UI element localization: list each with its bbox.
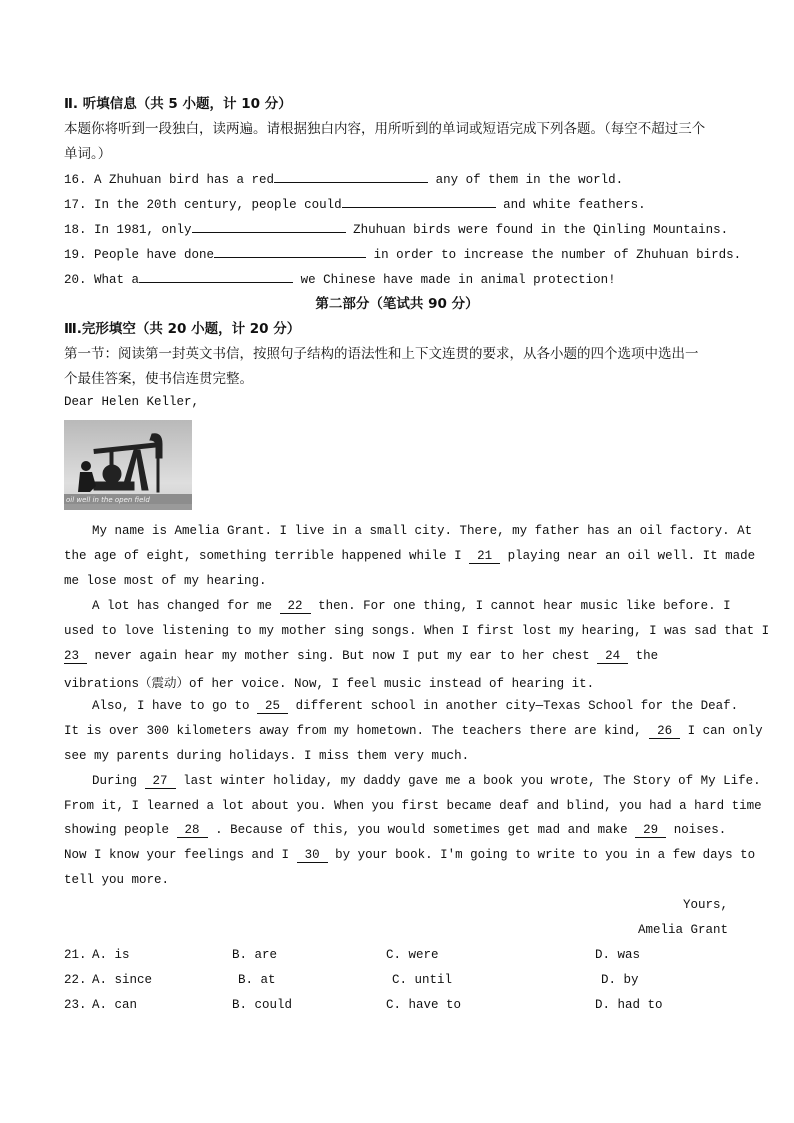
item-number: 18. — [64, 223, 87, 237]
letter-p1-line1: My name is Amelia Grant. I live in a small city. There, my father has an oil factory. At — [92, 524, 753, 538]
text-segment: During — [92, 774, 138, 788]
answer-blank-20[interactable] — [139, 270, 293, 283]
part2-title: 第二部分（笔试共 90 分） — [315, 296, 479, 312]
item-text-after: and white feathers. — [503, 198, 646, 212]
letter-p3-line2 — [64, 724, 763, 739]
option-a[interactable]: A. since — [92, 973, 153, 987]
text-segment: A lot has changed for me — [92, 599, 273, 613]
cloze-blank-27[interactable]: 27 — [145, 774, 176, 789]
option-number: 22. — [64, 973, 87, 987]
listening-item-20 — [64, 270, 616, 287]
answer-blank-16[interactable] — [274, 170, 428, 183]
option-a[interactable]: A. is — [92, 948, 130, 962]
text-segment: Now I know your feelings and I — [64, 848, 290, 862]
option-number: 21. — [64, 948, 87, 962]
option-d[interactable]: D. by — [601, 973, 639, 987]
cloze-blank-26[interactable]: 26 — [649, 724, 680, 739]
cloze-blank-28[interactable]: 28 — [177, 823, 208, 838]
option-d[interactable]: D. was — [595, 948, 641, 962]
letter-p3-line3: see my parents during holidays. I miss them very much. — [64, 749, 470, 763]
letter-p4-line1 — [92, 774, 761, 789]
section3-heading: Ⅲ.完形填空（共 20 小题，计 20 分） — [64, 321, 301, 337]
cloze-blank-25[interactable]: 25 — [257, 699, 288, 714]
letter-p1-line3: me lose most of my hearing. — [64, 574, 267, 588]
photo-caption: oil well in the open field — [66, 496, 150, 504]
item-number: 17. — [64, 198, 87, 212]
cloze-blank-22[interactable]: 22 — [280, 599, 311, 614]
option-b[interactable]: B. are — [232, 948, 278, 962]
item-text-before: What a — [94, 273, 140, 287]
letter-signature: Amelia Grant — [637, 923, 728, 937]
text-segment: the age of eight, something terrible happened while I — [64, 549, 462, 563]
text-segment: never again hear my mother sing. But now I put my ear to her chest — [94, 649, 590, 663]
item-text-before: In the 20th century, people could — [94, 198, 342, 212]
letter-p2-line2: used to love listening to my mother sing songs. When I first lost my hearing, I was sad that I — [64, 624, 770, 638]
option-c[interactable]: C. until — [392, 973, 453, 987]
text-segment: Also, I have to go to — [92, 699, 250, 713]
cloze-blank-23[interactable]: 23 — [64, 649, 87, 664]
options-row-23 — [64, 998, 744, 1020]
option-c[interactable]: C. have to — [386, 998, 462, 1012]
text-segment: then. For one thing, I cannot hear music like before. I — [318, 599, 731, 613]
section2-instruction-cont: 单词。） — [64, 146, 112, 162]
listening-item-19 — [64, 245, 741, 262]
letter-salutation: Dear Helen Keller, — [64, 395, 200, 409]
letter-p4-line3 — [64, 823, 726, 838]
cloze-blank-21[interactable]: 21 — [469, 549, 500, 564]
item-number: 20. — [64, 273, 87, 287]
section3-instruction-cont: 个最佳答案，使书信连贯完整。 — [64, 371, 253, 387]
text-segment: the — [635, 649, 659, 663]
item-text-after: any of them in the world. — [435, 173, 624, 187]
option-c[interactable]: C. were — [386, 948, 439, 962]
text-segment: last winter holiday, my daddy gave me a book you wrote, The Story of My Life. — [183, 774, 761, 788]
letter-p1-line2 — [64, 549, 755, 564]
letter-p4-line5: tell you more. — [64, 873, 170, 887]
item-text-after: Zhuhuan birds were found in the Qinling Mountains. — [353, 223, 729, 237]
option-number: 23. — [64, 998, 87, 1012]
text-segment: It is over 300 kilometers away from my hometown. The teachers there are kind, — [64, 724, 642, 738]
item-text-before: People have done — [94, 248, 215, 262]
listening-item-18 — [64, 220, 728, 237]
answer-blank-19[interactable] — [214, 245, 366, 258]
oil-well-photo — [64, 420, 192, 510]
answer-blank-18[interactable] — [192, 220, 346, 233]
letter-p4-line4 — [64, 848, 755, 863]
listening-item-16 — [64, 170, 623, 187]
letter-p2-line1 — [92, 599, 731, 614]
text-segment: noises. — [673, 823, 727, 837]
item-number: 16. — [64, 173, 87, 187]
text-segment: by your book. I'm going to write to you in a few days to — [335, 848, 756, 862]
letter-p2-line4: vibrations（震动）of her voice. Now, I feel music instead of hearing it. — [64, 677, 595, 691]
cloze-blank-24[interactable]: 24 — [597, 649, 628, 664]
options-row-22 — [64, 973, 744, 995]
letter-closing: Yours, — [682, 898, 728, 912]
text-segment: I can only — [687, 724, 763, 738]
options-row-21 — [64, 948, 744, 970]
listening-item-17 — [64, 195, 646, 212]
text-segment: . Because of this, you would sometimes get mad and make — [215, 823, 628, 837]
option-b[interactable]: B. at — [238, 973, 276, 987]
item-text-before: In 1981, only — [94, 223, 192, 237]
item-number: 19. — [64, 248, 87, 262]
letter-p4-line2: From it, I learned a lot about you. When you first became deaf and blind, you had a hard time — [64, 799, 762, 813]
text-segment: different school in another city—Texas School for the Deaf. — [295, 699, 739, 713]
item-text-before: A Zhuhuan bird has a red — [94, 173, 275, 187]
option-d[interactable]: D. had to — [595, 998, 663, 1012]
option-a[interactable]: A. can — [92, 998, 138, 1012]
option-b[interactable]: B. could — [232, 998, 293, 1012]
text-segment: showing people — [64, 823, 170, 837]
letter-p2-line3 — [64, 649, 658, 664]
section3-instruction: 第一节：阅读第一封英文书信，按照句子结构的语法性和上下文连贯的要求，从各小题的四个选项中选出一 — [64, 346, 699, 362]
item-text-after: in order to increase the number of Zhuhuan birds. — [373, 248, 742, 262]
cloze-blank-30[interactable]: 30 — [297, 848, 328, 863]
photo-caption-text — [64, 494, 192, 504]
item-text-after: we Chinese have made in animal protection! — [300, 273, 616, 287]
section2-heading: Ⅱ. 听填信息（共 5 小题，计 10 分） — [64, 96, 292, 112]
text-segment: playing near an oil well. It made — [507, 549, 756, 563]
cloze-blank-29[interactable]: 29 — [635, 823, 666, 838]
letter-p3-line1 — [92, 699, 738, 714]
section2-instruction: 本题你将听到一段独白，读两遍。请根据独白内容，用所听到的单词或短语完成下列各题。（每空不超过三个 — [64, 121, 706, 137]
answer-blank-17[interactable] — [342, 195, 496, 208]
